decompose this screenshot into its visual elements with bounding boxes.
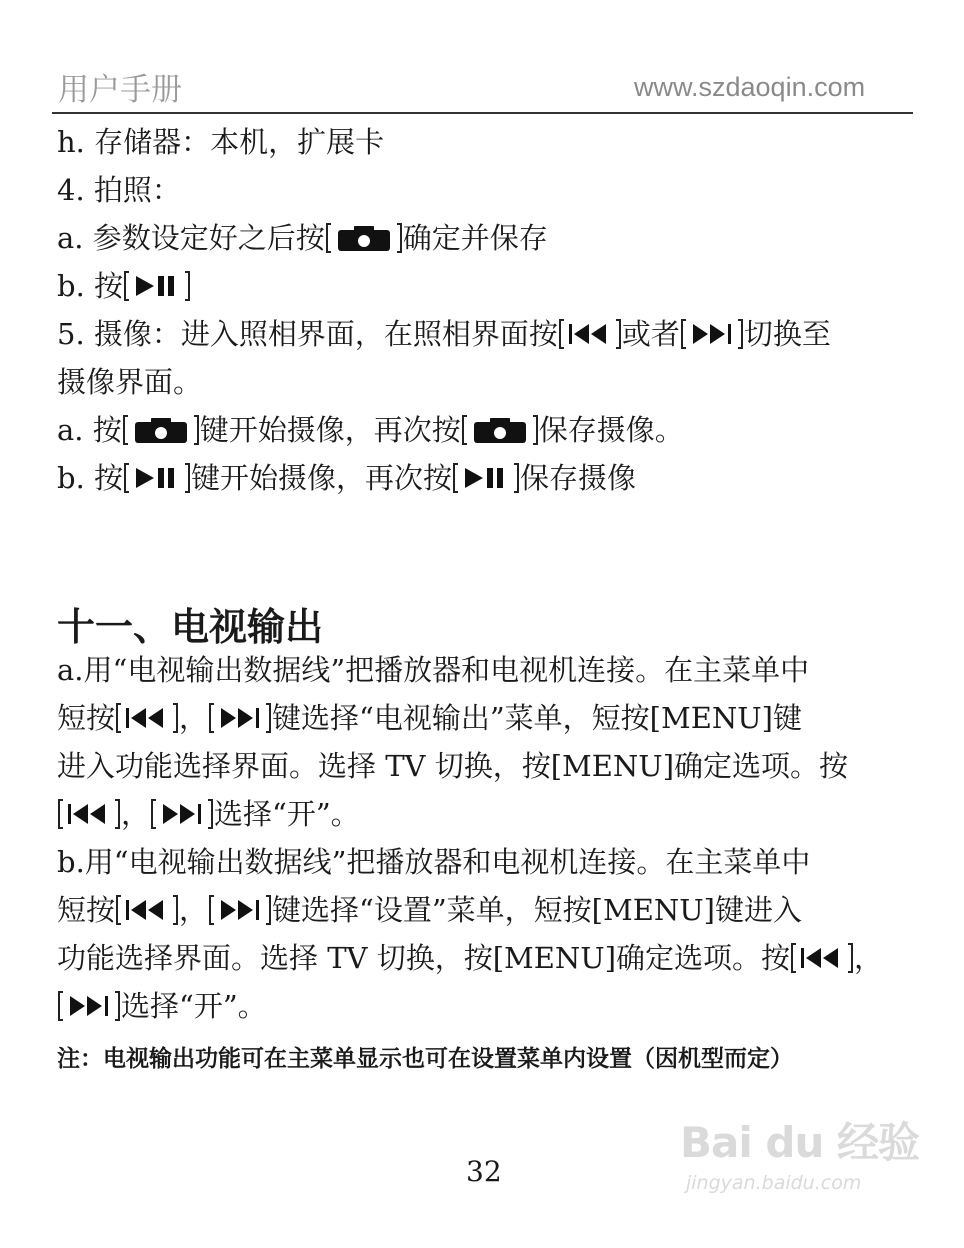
text-segment: 键开始摄像，再次按 <box>191 461 453 495</box>
prev-icon <box>58 797 120 831</box>
text-segment: 选择“开”。 <box>214 797 360 831</box>
text-segment: ， <box>121 797 151 831</box>
text-segment: b. 按 <box>57 461 124 495</box>
text-segment: 短按 <box>57 701 116 735</box>
camera-icon <box>326 221 402 255</box>
camera-icon <box>123 413 199 447</box>
line-photo-a <box>57 218 548 258</box>
next-icon <box>209 701 271 735</box>
section-title: 十一、电视输出 <box>57 605 324 649</box>
line-photo-heading: 4. 拍照： <box>57 173 181 207</box>
text-segment: ， <box>179 701 209 735</box>
prev-icon <box>559 317 621 351</box>
text-segment: 选择“开”。 <box>121 989 267 1023</box>
text-segment: 切换至 <box>743 317 831 351</box>
text-segment: 或者 <box>621 317 680 351</box>
text-segment: 键选择“电视输出”菜单，短按[MENU]键 <box>272 701 802 735</box>
header-title: 用户手册 <box>58 72 182 108</box>
text-segment: b. 按 <box>57 269 124 303</box>
text-segment: 键选择“设置”菜单，短按[MENU]键进入 <box>272 893 802 927</box>
text-segment: ， <box>179 893 209 927</box>
prev-icon <box>116 701 178 735</box>
text-segment: 确定并保存 <box>402 221 548 255</box>
text-segment: 键开始摄像，再次按 <box>199 413 461 447</box>
text-segment: 保存摄像 <box>520 461 637 495</box>
line-tv-a3: 进入功能选择界面。选择 TV 切换，按[MENU]确定选项。按 <box>57 749 849 783</box>
prev-icon <box>791 941 853 975</box>
line-video-heading <box>57 314 831 354</box>
text-segment: 5. 摄像：进入照相界面，在照相界面按 <box>57 317 558 351</box>
page-number: 32 <box>466 1155 502 1188</box>
text-segment: a. 参数设定好之后按 <box>57 221 325 255</box>
watermark-logo: Bai du 经验 <box>680 1118 919 1167</box>
text-segment: 保存摄像。 <box>538 413 684 447</box>
next-icon <box>209 893 271 927</box>
text-segment: ， <box>854 941 884 975</box>
line-tv-a2 <box>57 698 802 738</box>
play-pause-icon <box>124 269 190 303</box>
camera-icon <box>462 413 538 447</box>
next-icon <box>681 317 743 351</box>
watermark-url: jingyan.baidu.com <box>686 1172 862 1194</box>
text-segment: a. 按 <box>57 413 122 447</box>
line-tv-a1: a.用“电视输出数据线”把播放器和电视机连接。在主菜单中 <box>57 653 810 687</box>
line-tv-a4 <box>57 794 360 834</box>
header-divider <box>52 112 913 114</box>
line-video-b <box>57 458 636 498</box>
line-video-a <box>57 410 684 450</box>
prev-icon <box>116 893 178 927</box>
header-url: www.szdaoqin.com <box>634 72 866 102</box>
watermark <box>680 1110 919 1194</box>
text-segment: 短按 <box>57 893 116 927</box>
play-pause-icon <box>124 461 190 495</box>
next-icon <box>58 989 120 1023</box>
line-photo-b <box>57 266 191 306</box>
note-text: 注：电视输出功能可在主菜单显示也可在设置菜单内设置（因机型而定） <box>57 1046 793 1072</box>
line-tv-b2 <box>57 890 802 930</box>
text-segment: 功能选择界面。选择 TV 切换，按[MENU]确定选项。按 <box>57 941 791 975</box>
next-icon <box>151 797 213 831</box>
line-tv-b1: b.用“电视输出数据线”把播放器和电视机连接。在主菜单中 <box>57 845 811 879</box>
line-video-heading-cont: 摄像界面。 <box>57 365 203 399</box>
line-tv-b4 <box>57 986 267 1026</box>
line-storage: h. 存储器：本机，扩展卡 <box>57 125 385 159</box>
line-tv-b3 <box>57 938 883 978</box>
play-pause-icon <box>453 461 519 495</box>
